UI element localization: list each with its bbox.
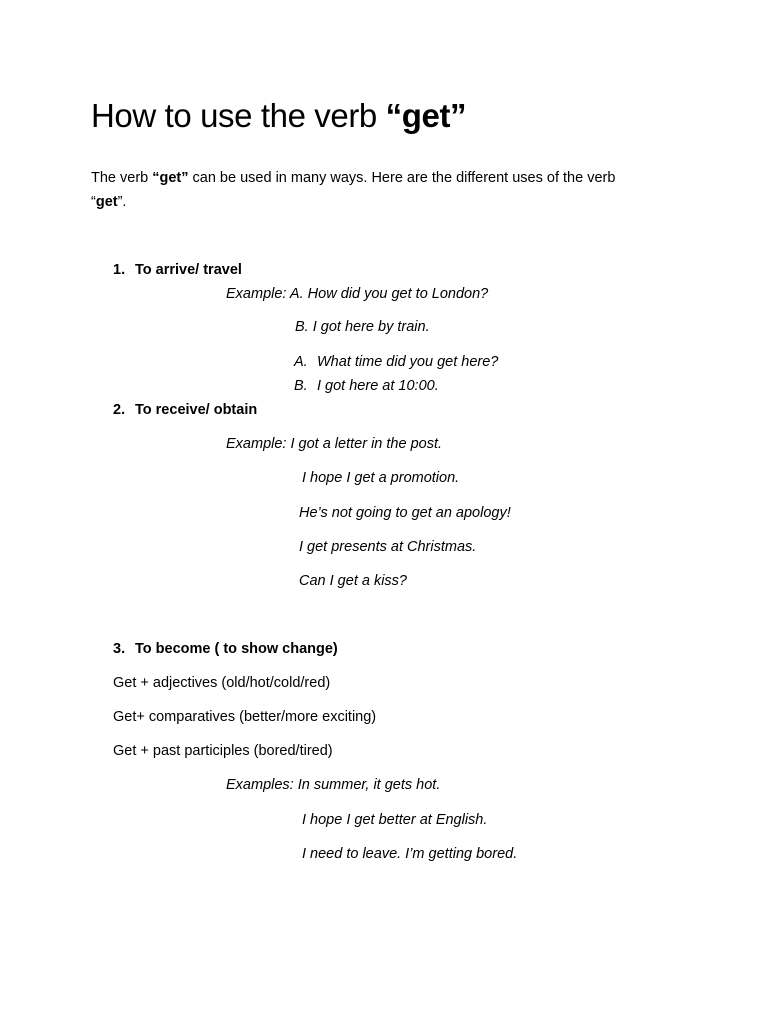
title-text: How to use the verb [91, 97, 386, 134]
section-1-example-4 [294, 377, 439, 395]
section-2-example-1: Example: I got a letter in the post. [226, 436, 443, 452]
section-2-example-3: He’s not going to get an apology! [299, 505, 511, 521]
section-1-title: To arrive/ travel [135, 262, 242, 278]
section-2-example-5: Can I get a kiss? [299, 573, 407, 589]
section-3-rule-2: Get+ comparatives (better/more exciting) [113, 709, 377, 725]
section-2-number: 2. [113, 402, 126, 418]
title-keyword: “get” [385, 97, 467, 134]
section-1-example-1: Example: A. How did you get to London? [226, 286, 489, 302]
list-marker: B. [294, 378, 308, 394]
section-3-title: To become ( to show change) [135, 641, 338, 657]
page-title [91, 96, 466, 136]
section-2-heading [113, 401, 257, 419]
section-3-rule-1: Get + adjectives (old/hot/cold/red) [113, 675, 331, 691]
intro-keyword-2: get [95, 194, 118, 210]
intro-line-2 [91, 193, 126, 211]
section-1-number: 1. [113, 262, 126, 278]
section-1-heading [113, 261, 242, 279]
section-3-heading [113, 640, 338, 658]
section-1-example-3 [294, 353, 498, 371]
section-3-rule-3: Get + past participles (bored/tired) [113, 743, 333, 759]
list-marker: A. [294, 354, 308, 370]
intro-prefix: The verb [91, 170, 153, 186]
section-2-example-2: I hope I get a promotion. [302, 470, 460, 486]
intro-open-quote: “ [91, 194, 96, 210]
section-1-example-2: B. I got here by train. [295, 319, 430, 335]
section-3-number: 3. [113, 641, 126, 657]
intro-line-1 [91, 169, 615, 187]
section-2-example-4: I get presents at Christmas. [299, 539, 477, 555]
section-2-title: To receive/ obtain [135, 402, 258, 418]
example-text: I got here at 10:00. [317, 378, 439, 394]
section-3-example-1: Examples: In summer, it gets hot. [226, 777, 441, 793]
intro-close-quote: ”. [117, 194, 127, 210]
example-text: What time did you get here? [317, 354, 499, 370]
section-3-example-3: I need to leave. I’m getting bored. [302, 846, 518, 862]
intro-suffix: can be used in many ways. Here are the different uses of the verb [188, 170, 616, 186]
intro-keyword: “get” [152, 170, 189, 186]
section-3-example-2: I hope I get better at English. [302, 812, 488, 828]
